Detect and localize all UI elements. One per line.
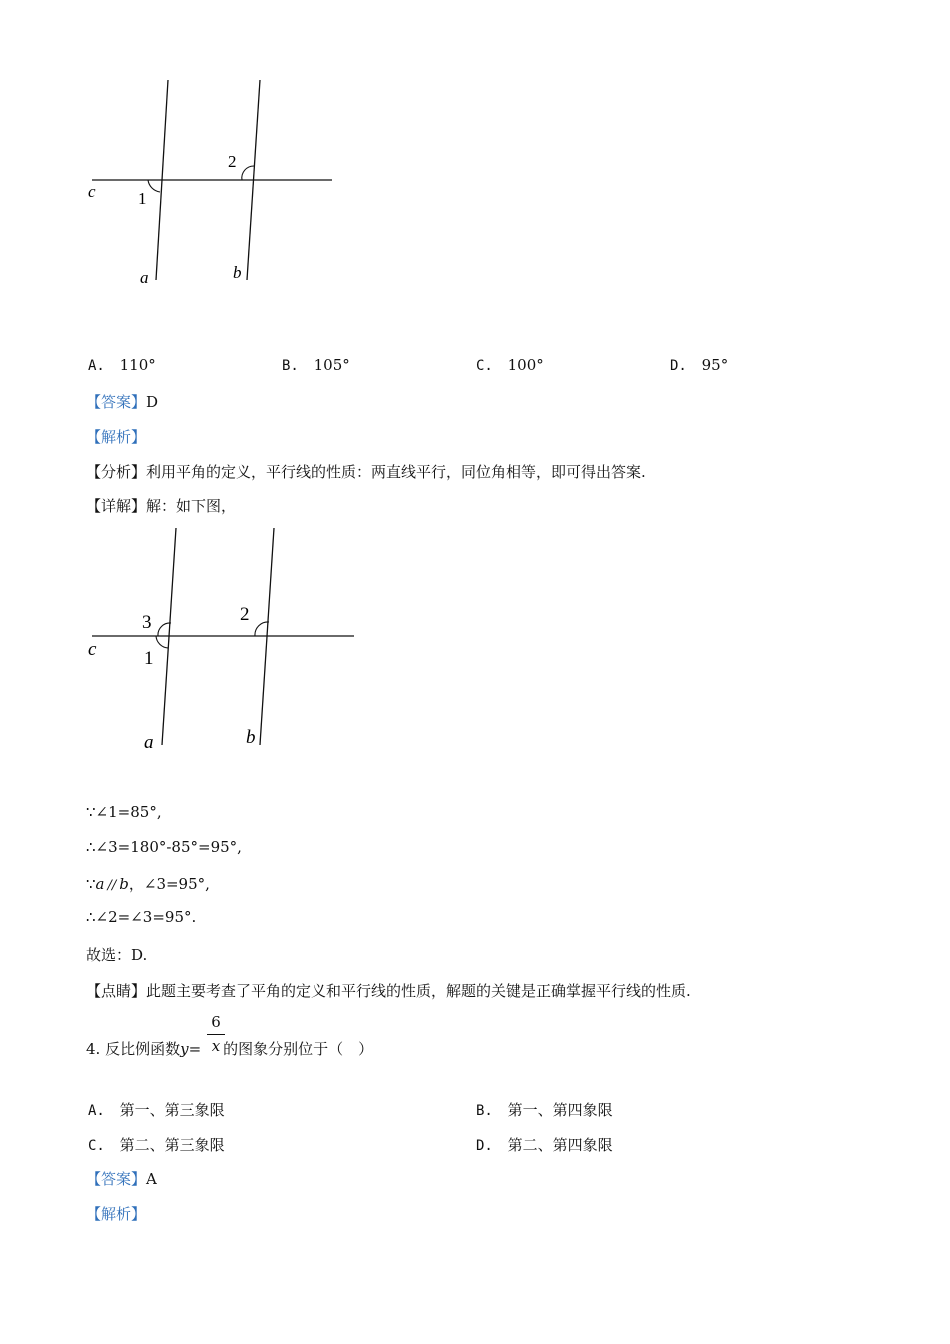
therefore-symbol: ∴ (86, 908, 96, 926)
var-a: a (95, 875, 105, 893)
q3-jiexi: 【解析】 (86, 428, 147, 446)
q4-answer (86, 1168, 157, 1189)
guxuan: 故选：D. (86, 946, 148, 964)
fraction-denominator: x (211, 1037, 221, 1055)
option-text: 第二、第三象限 (119, 1136, 225, 1154)
label-1: 1 (144, 648, 154, 669)
option-text: 第二、第四象限 (507, 1136, 613, 1154)
figure-parallel-lines-1 (80, 70, 350, 290)
angle-1-arc (148, 180, 160, 192)
xiangjie-text: 解：如下图， (146, 497, 237, 515)
because-symbol: ∵ (86, 875, 96, 893)
label-2: 2 (228, 152, 237, 171)
q4-option-d (476, 1134, 613, 1155)
option-letter: C. (88, 1138, 105, 1154)
parallel-symbol: // (107, 878, 117, 893)
answer-value: A (146, 1170, 157, 1188)
q4-suffix: 的图象分别位于（ ） (223, 1040, 374, 1058)
q4-jiexi: 【解析】 (86, 1205, 147, 1223)
option-text: 第一、第四象限 (507, 1101, 613, 1119)
q3-dianjing (86, 980, 691, 1001)
q4-option-b (476, 1099, 613, 1120)
q4-equals: = (188, 1040, 202, 1058)
option-letter: A. (88, 1103, 105, 1119)
fenxi-text: 利用平角的定义，平行线的性质：两直线平行，同位角相等，即可得出答案. (146, 463, 646, 481)
xiangjie-tag: 【详解】 (86, 497, 147, 515)
q3-xiangjie (86, 495, 236, 516)
q4-stem (86, 1038, 373, 1059)
option-letter: D. (476, 1138, 493, 1154)
fraction-bar (207, 1034, 225, 1035)
q4-number: 4. (86, 1040, 101, 1058)
step-text: ∠1=85°, (95, 803, 162, 821)
angle-2-arc (242, 166, 254, 180)
label-b: b (246, 727, 256, 748)
answer-tag: 【答案】 (86, 1170, 147, 1188)
figure-parallel-lines-2 (82, 520, 372, 760)
because-symbol: ∵ (86, 803, 96, 821)
q4-option-c (88, 1134, 225, 1155)
option-text: 95° (701, 356, 729, 374)
label-3: 3 (142, 612, 152, 633)
label-1: 1 (138, 189, 147, 208)
answer-value: D (146, 393, 159, 411)
step-4 (86, 908, 196, 926)
q4-func-var: y (180, 1040, 189, 1058)
q4-option-a (88, 1099, 225, 1120)
fraction-numerator: 6 (211, 1013, 221, 1031)
q3-answer (86, 391, 158, 412)
step-2 (86, 838, 242, 856)
q4-prefix: 反比例函数 (105, 1040, 181, 1058)
q3-option-a (88, 356, 156, 374)
therefore-symbol: ∴ (86, 838, 96, 856)
q3-option-b (282, 356, 350, 374)
option-text: 110° (119, 356, 156, 374)
label-b: b (233, 263, 242, 282)
label-2: 2 (240, 604, 250, 625)
option-text: 第一、第三象限 (119, 1101, 225, 1119)
option-letter: B. (476, 1103, 493, 1119)
option-letter: C. (476, 358, 493, 374)
q3-fenxi (86, 461, 646, 482)
step-text: ∠2=∠3=95°. (95, 908, 197, 926)
step-3 (86, 873, 210, 894)
label-c: c (88, 182, 96, 201)
label-a: a (140, 268, 149, 287)
q4-fraction (207, 1012, 225, 1056)
q3-option-d (670, 356, 728, 374)
option-letter: D. (670, 358, 687, 374)
var-b: b (119, 875, 129, 893)
step-text: ∠3=180°-85°=95°, (95, 838, 242, 856)
dianjing-text: 此题主要考查了平角的定义和平行线的性质，解题的关键是正确掌握平行线的性质. (146, 982, 691, 1000)
option-letter: B. (282, 358, 299, 374)
dianjing-tag: 【点睛】 (86, 982, 147, 1000)
label-a: a (144, 732, 154, 753)
step-text: ，∠3=95°, (128, 875, 210, 893)
q3-option-c (476, 356, 544, 374)
option-text: 105° (313, 356, 350, 374)
fenxi-tag: 【分析】 (86, 463, 147, 481)
angle-1-arc (156, 636, 168, 648)
label-c: c (88, 639, 97, 660)
option-text: 100° (507, 356, 544, 374)
step-1 (86, 803, 162, 821)
answer-tag: 【答案】 (86, 393, 147, 411)
option-letter: A. (88, 358, 105, 374)
